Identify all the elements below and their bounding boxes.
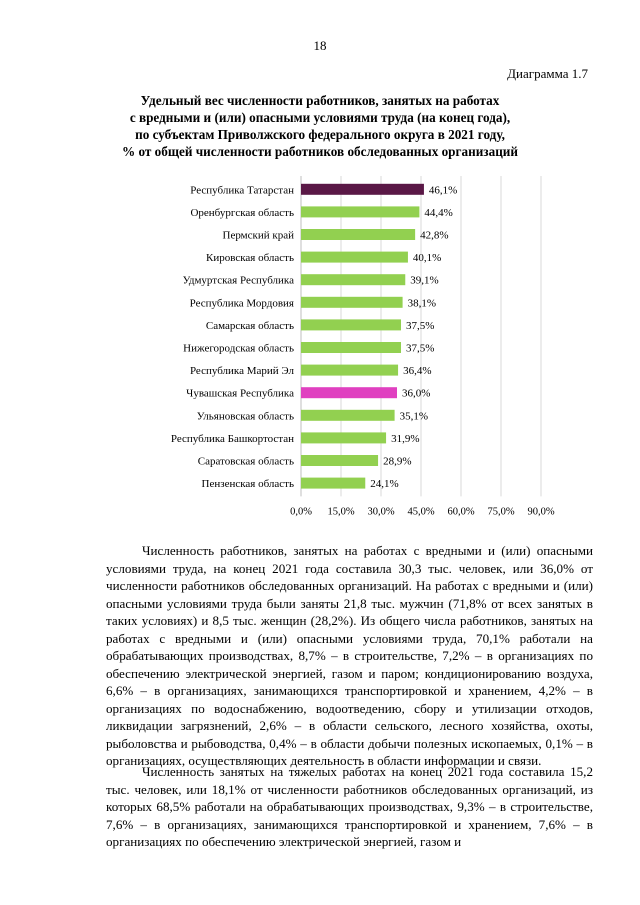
x-tick-label: 30,0%	[367, 506, 395, 518]
category-label: Оренбургская область	[190, 206, 294, 219]
bar	[301, 478, 365, 489]
paragraph-text: Численность занятых на тяжелых работах на конец 2021 года составила 15,2 тыс. человек, или 18,1% от численности работников обследованных организаций, из которых 68,5% работали на обрабатывающих производствах, 9,3% – в строительстве, 7,6% – в организациях, занимающихся транспортировкой и хранением, 7,6% – в организациях по обеспечению электрической энергией, газом и	[106, 764, 593, 849]
title-line: % от общей численности работников обследованных организаций	[121, 144, 518, 159]
data-label: 28,9%	[383, 455, 412, 468]
bar	[301, 387, 397, 398]
data-label: 36,4%	[403, 365, 432, 378]
chart-title-block	[70, 92, 570, 160]
x-tick-label: 15,0%	[327, 506, 355, 518]
data-label: 40,1%	[412, 252, 442, 265]
category-label: Кировская область	[205, 252, 294, 265]
diagram-label: Диаграмма 1.7	[507, 66, 588, 81]
category-label: Нижегородская область	[183, 342, 294, 355]
title-line: Удельный вес численности работников, занятых на работах	[140, 93, 500, 108]
x-tick-label: 90,0%	[527, 506, 555, 518]
data-label: 36,0%	[402, 387, 431, 400]
bar	[301, 410, 395, 421]
bar-chart	[0, 172, 640, 532]
bar	[301, 229, 415, 240]
data-label: 24,1%	[370, 478, 399, 491]
data-label: 35,1%	[399, 410, 429, 423]
data-label: 46,1%	[428, 184, 458, 197]
category-label: Чувашская Республика	[186, 387, 294, 400]
x-tick-label: 45,0%	[407, 506, 435, 518]
category-label: Республика Марий Эл	[189, 365, 294, 378]
bar	[301, 342, 401, 353]
category-label: Самарская область	[205, 319, 294, 332]
bar	[301, 184, 424, 195]
bar	[301, 319, 401, 330]
data-label: 31,9%	[391, 432, 420, 445]
category-label: Республика Башкортостан	[170, 432, 294, 445]
page-number: 18	[313, 38, 327, 53]
data-label: 39,1%	[410, 274, 439, 287]
data-label: 42,8%	[420, 229, 449, 242]
category-label: Пермский край	[222, 229, 294, 242]
bar	[301, 432, 386, 443]
body-paragraph-2	[106, 763, 593, 851]
bar	[301, 252, 408, 263]
category-label: Ульяновская область	[196, 410, 294, 423]
x-tick-label: 75,0%	[487, 506, 515, 518]
bar	[301, 297, 403, 308]
category-label: Республика Татарстан	[190, 184, 294, 197]
title-line: по субъектам Приволжского федерального округа в 2021 году,	[135, 127, 505, 142]
bar	[301, 206, 419, 217]
data-label: 37,5%	[406, 342, 435, 355]
bar	[301, 365, 398, 376]
x-tick-label: 60,0%	[447, 506, 475, 518]
category-label: Пензенская область	[201, 478, 294, 491]
category-label: Саратовская область	[197, 455, 294, 468]
category-label: Республика Мордовия	[189, 297, 294, 310]
data-label: 44,4%	[424, 206, 453, 219]
category-label: Удмуртская Республика	[182, 274, 294, 287]
x-tick-label: 0,0%	[290, 506, 312, 518]
bar	[301, 455, 378, 466]
bar	[301, 274, 405, 285]
data-label: 37,5%	[406, 319, 435, 332]
data-label: 38,1%	[407, 297, 437, 310]
paragraph-text: Численность работников, занятых на работах с вредными и (или) опасными условиями труда, на конец 2021 года составила 30,3 тыс. человек, или 36,0% от численности работников обследованных организаций. На работах с вредными и (или) опасными условиями труда были заняты 21,8 тыс. мужчин (71,8% от всех занятых в таких условиях) и 8,5 тыс. женщин (28,2%). Из общего числа работников, занятых на работах с вредными и (или) опасными условиями труда, 70,1% работали на обрабатывающих производствах, 8,7% – в строительстве, 7,2% – в организациях по обеспечению электрической энергией, газом и паром; кондиционированию воздуха, 6,6% – в организациях, занимающихся транспортировкой и хранением, 4,2% – в организациях по водоснабжению, водоотведению, сбору и утилизации отходов, ликвидации загрязнений, 2,6% – в области сельского, лесного хозяйства, охоты, рыболовства и рыбоводства, 0,4% – в области добычи полезных ископаемых, 0,1% – в организациях, осуществляющих деятельность в области информации и связи.	[106, 543, 593, 768]
body-paragraph-1	[106, 542, 593, 770]
title-line: с вредными и (или) опасными условиями труда (на конец года),	[129, 110, 511, 125]
